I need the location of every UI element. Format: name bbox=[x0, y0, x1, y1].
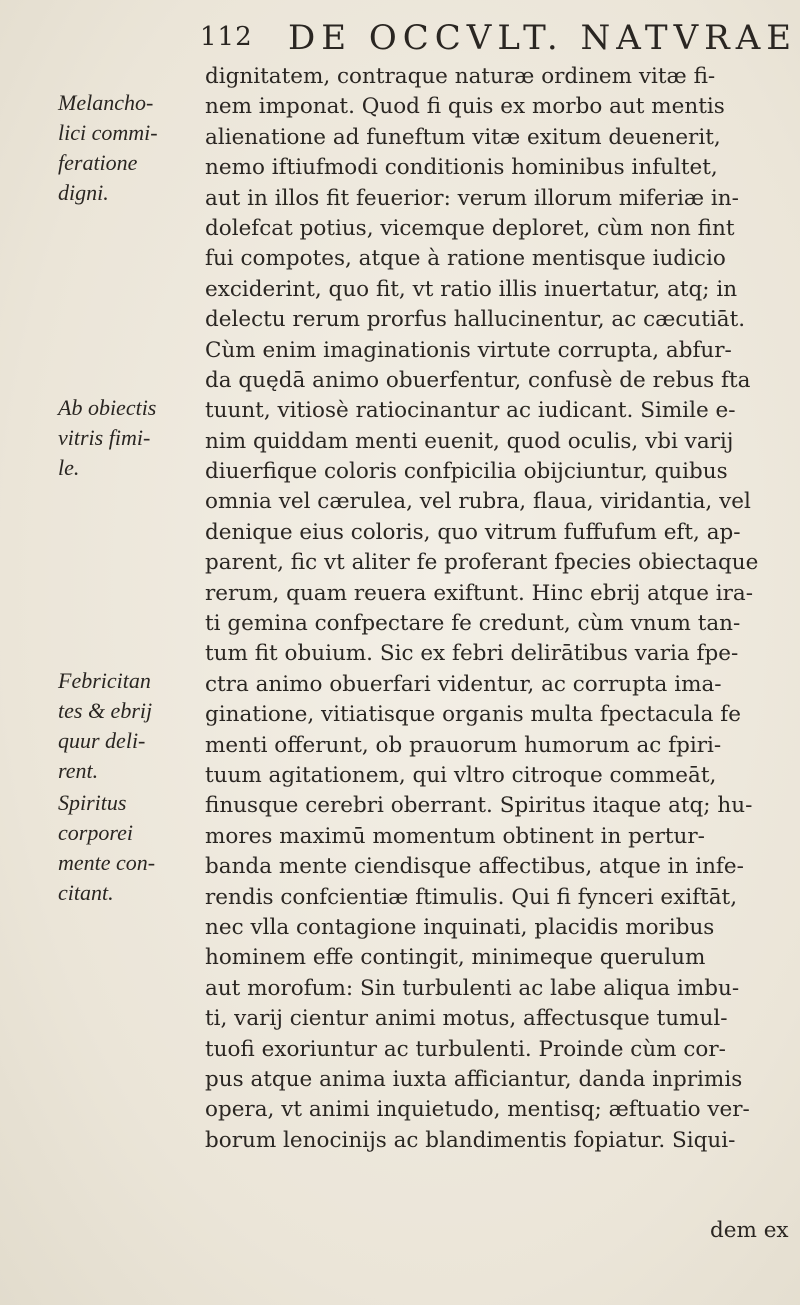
margin-note-line: lici commi- bbox=[58, 120, 158, 145]
margin-note-spiritus bbox=[58, 788, 208, 908]
text-line: denique eius coloris, quo vitrum fuffufum eft, ap- bbox=[205, 519, 741, 545]
margin-note-line: le. bbox=[58, 455, 80, 480]
text-line: Cùm enim imaginationis virtute corrupta, abfur- bbox=[205, 337, 732, 363]
margin-note-line: quur deli- bbox=[58, 728, 146, 753]
margin-note-line: vitris fimi- bbox=[58, 425, 151, 450]
margin-note-line: mente con- bbox=[58, 850, 156, 875]
margin-note-line: digni. bbox=[58, 180, 109, 205]
margin-note-line: Spiritus bbox=[58, 790, 127, 815]
text-line: exciderint, quo fit, vt ratio illis inuertatur, atq; in bbox=[205, 276, 738, 302]
text-line: nemo iftiufmodi conditionis hominibus infultet, bbox=[205, 155, 718, 181]
text-line: da quędā animo obuerfentur, confusè de rebus fta bbox=[205, 367, 751, 393]
running-head bbox=[200, 18, 798, 58]
margin-note-line: Febricitan bbox=[58, 668, 151, 693]
text-line: diuerfique coloris confpicilia obijciuntur, quibus bbox=[205, 459, 728, 485]
text-line: nem imponat. Quod fi quis ex morbo aut mentis bbox=[205, 94, 725, 120]
text-line: banda mente ciendisque affectibus, atque in infe- bbox=[205, 854, 744, 880]
margin-note-line: Melancho- bbox=[58, 90, 154, 115]
text-line: menti offerunt, ob prauorum humorum ac fpiri- bbox=[205, 732, 722, 758]
margin-note-line: corporei bbox=[58, 820, 133, 845]
text-line: parent, fic vt aliter fe proferant fpecies obiectaque bbox=[205, 550, 759, 576]
catchword: dem ex bbox=[710, 1218, 789, 1243]
text-line: alienatione ad funeftum vitæ exitum deuenerit, bbox=[205, 124, 721, 150]
margin-note-line: Ab obiectis bbox=[58, 395, 157, 420]
text-line: ctra animo obuerfari videntur, ac corrupta ima- bbox=[205, 671, 722, 697]
text-line: nim quiddam menti euenit, quod oculis, vbi varij bbox=[205, 428, 734, 454]
text-line: ti gemina confpectare fe credunt, cùm vnum tan- bbox=[205, 611, 741, 637]
text-line: tum fit obuium. Sic ex febri delirātibus varia fpe- bbox=[205, 641, 739, 667]
margin-note-line: rent. bbox=[58, 758, 99, 783]
text-line: opera, vt animi inquietudo, mentisq; æftuatio ver- bbox=[205, 1097, 750, 1123]
margin-note-line: feratione bbox=[58, 150, 138, 175]
text-line: tuunt, vitiosè ratiocinantur ac iudicant. Simile e- bbox=[205, 398, 736, 424]
text-line: nec vlla contagione inquinati, placidis moribus bbox=[205, 914, 715, 940]
margin-note-ab-obiectis bbox=[58, 393, 208, 483]
text-line: ti, varij cientur animi motus, affectusque tumul- bbox=[205, 1006, 728, 1032]
margin-note-line: tes & ebrij bbox=[58, 698, 153, 723]
text-line: fui compotes, atque à ratione mentisque iudicio bbox=[205, 246, 726, 272]
text-line: borum lenocinijs ac blandimentis fopiatur. Siqui- bbox=[205, 1127, 736, 1153]
running-title: DE OCCVLT. NATVRAE bbox=[288, 18, 798, 58]
text-line: tuum agitationem, qui vltro citroque commeāt, bbox=[205, 762, 717, 788]
margin-note-melancholici bbox=[58, 88, 208, 208]
text-line: rerum, quam reuera exiftunt. Hinc ebrij atque ira- bbox=[205, 580, 754, 606]
text-line: pus atque anima iuxta afficiantur, danda inprimis bbox=[205, 1066, 743, 1092]
text-line: aut morofum: Sin turbulenti ac labe aliqua imbu- bbox=[205, 975, 740, 1001]
margin-note-line: citant. bbox=[58, 880, 114, 905]
text-line: aut in illos fit feuerior: verum illorum miferiæ in- bbox=[205, 185, 739, 211]
text-line: mores maximū momentum obtinent in pertur- bbox=[205, 823, 705, 849]
text-line: ginatione, vitiatisque organis multa fpectacula fe bbox=[205, 702, 741, 728]
text-line: rendis confcientiæ ftimulis. Qui fi fynceri exiftāt, bbox=[205, 884, 738, 910]
text-line: finusque cerebri oberrant. Spiritus itaque atq; hu- bbox=[205, 793, 753, 819]
body-text bbox=[205, 62, 765, 1156]
text-line: dolefcat potius, vicemque deploret, cùm non fint bbox=[205, 215, 735, 241]
text-line: hominem effe contingit, minimeque querulum bbox=[205, 945, 706, 971]
text-line: tuofi exoriuntur ac turbulenti. Proinde cùm cor- bbox=[205, 1036, 726, 1062]
text-line: dignitatem, contraque naturæ ordinem vitæ fi- bbox=[205, 64, 716, 89]
page-number: 112 bbox=[200, 22, 253, 52]
text-line: omnia vel cærulea, vel rubra, flaua, viridantia, vel bbox=[205, 489, 751, 515]
margin-note-febricitantes bbox=[58, 666, 208, 786]
text-line: delectu rerum prorfus hallucinentur, ac cæcutiāt. bbox=[205, 307, 746, 333]
